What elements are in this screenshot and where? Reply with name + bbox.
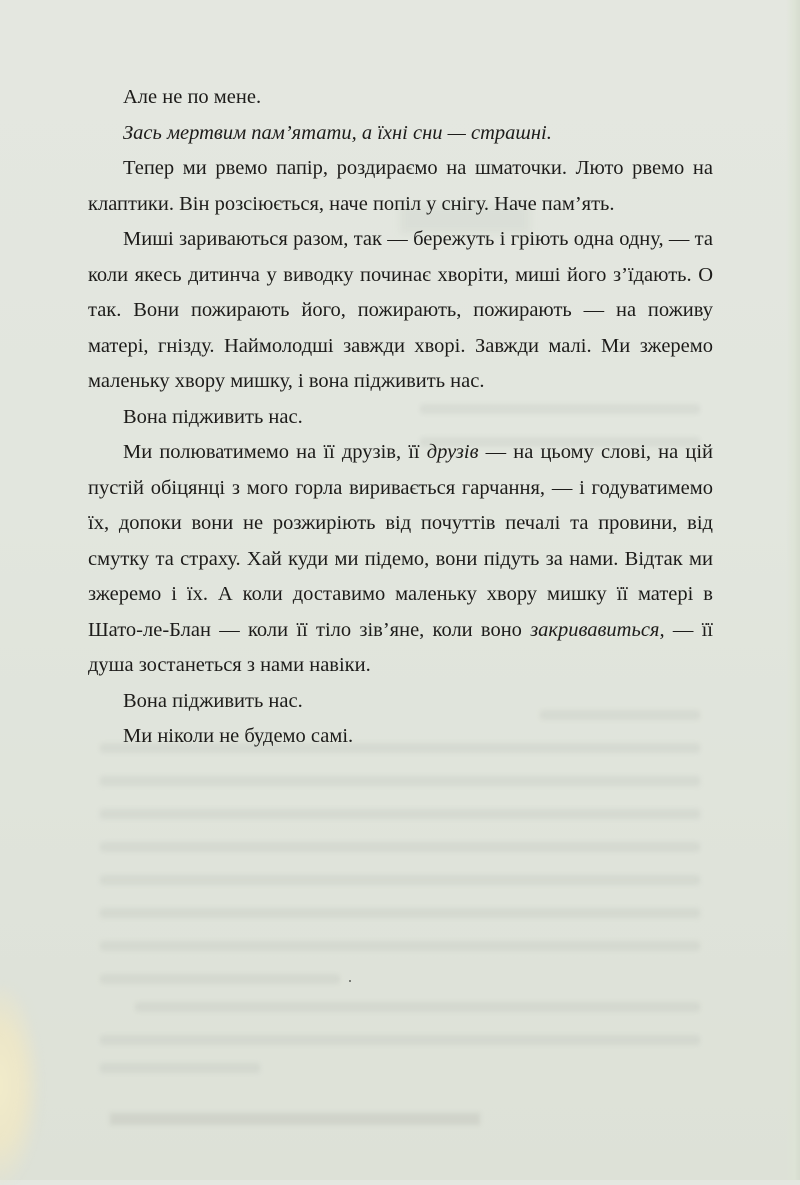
bleed-through-line [100, 974, 340, 984]
emphasis: друзів [426, 441, 479, 463]
paragraph: Миші зариваються разом, так — бережуть і гріють одна одну, — та коли якесь дитинча у виводку починає хворіти, миші його з’їдають. О так. Вони пожирають його, пожирають, пожирають — на поживу матері, гнізду. Наймолодші завжди хворі. Завжди малі. Ми зжеремо маленьку хвору мишку, і вона підживить нас. [88, 228, 713, 392]
bleed-through-line [100, 875, 700, 885]
finger-blur [0, 985, 40, 1185]
bleed-through-line [100, 1063, 260, 1073]
bleed-through-line [100, 842, 700, 852]
text-run: — її душа зостанеться з нами навіки. [88, 618, 713, 676]
page-edge [786, 0, 800, 1180]
bleed-through-line [100, 941, 700, 951]
bleed-through-running-footer [110, 1113, 480, 1125]
text-run: Ми полюватимемо на її друзів, її [123, 441, 427, 463]
text-run: — на цьому слові, на цій пустій обіцянці з мого горла виривається гарчання, — і годуватимемо їх, допоки вони не розжиріють від почуттів печалі та провини, від смутку та страху. Хай куди ми підемо, вони підуть за нами. Відтак ми зжеремо і їх. А коли доставимо маленьку хвору мишку її матері в Шато-ле-Блан — коли її тіло зів’яне, коли воно [88, 441, 713, 641]
bleed-through-line [100, 1035, 700, 1045]
bleed-through-line [100, 809, 700, 819]
paragraph: Тепер ми рвемо папір, роздираємо на шматочки. Люто рвемо на клаптики. Він розсіюється, наче попіл у снігу. Наче пам’ять. [88, 157, 713, 215]
paragraph-italic: Зась мертвим пам’ятати, а їхні сни — страшні. [123, 121, 552, 144]
emphasis: закривавиться, [530, 618, 665, 641]
paragraph: Ми ніколи не будемо самі. [123, 725, 354, 747]
body-text [88, 80, 713, 755]
paper-speck [349, 980, 351, 982]
paragraph: Вона підживить нас. [123, 689, 303, 712]
paragraph: Вона підживить нас. [123, 405, 303, 428]
paragraph: Але не по мене. [123, 86, 262, 108]
paragraph [88, 435, 713, 684]
bleed-through-line [100, 776, 700, 786]
bleed-through-line [135, 1002, 700, 1012]
bleed-through-line [100, 908, 700, 918]
